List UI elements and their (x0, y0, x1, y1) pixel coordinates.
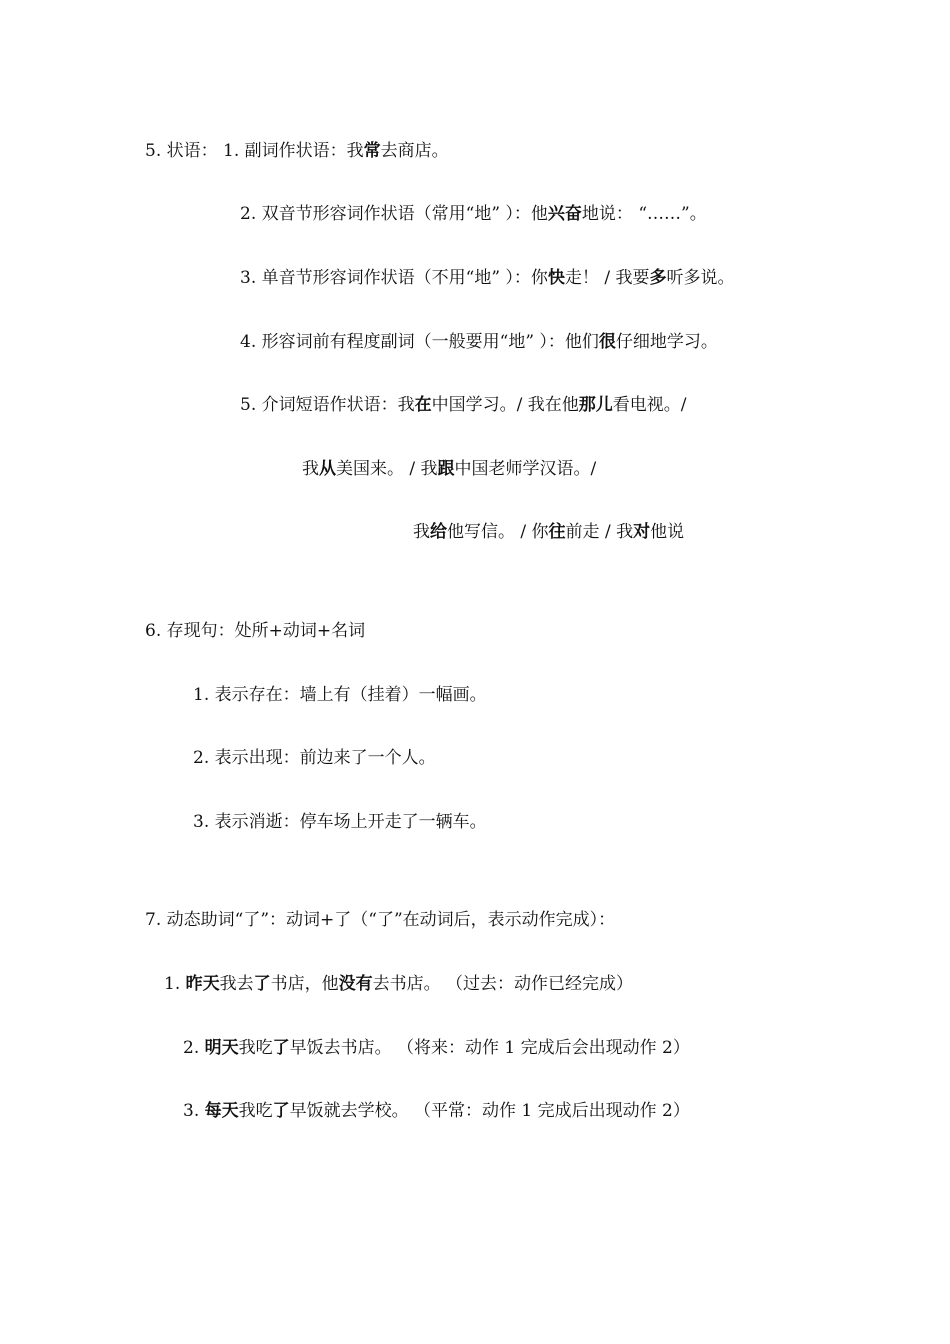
line-13 (164, 972, 633, 996)
text-segment: 他写信。 / 你 (447, 522, 549, 542)
bold-text: 往 (548, 522, 566, 542)
text-segment: 3. (183, 1101, 205, 1121)
line-10 (193, 746, 436, 770)
text-segment: 4. 形容词前有程度副词（一般要用“地” ）：他们 (240, 332, 599, 352)
bold-text: 从 (319, 459, 336, 479)
line-9 (193, 683, 487, 707)
text-segment: 早饭就去学校。 （平常：动作 1 完成后出现动作 2） (289, 1101, 690, 1121)
text-segment: 中国老师学汉语。/ (454, 459, 597, 479)
text-segment: 3. 单音节形容词作状语（不用“地” ）：你 (240, 268, 548, 288)
bold-text: 了 (253, 974, 271, 994)
text-segment: 5. 介词短语作状语：我 (240, 395, 415, 415)
text-segment: 2. (183, 1038, 205, 1058)
bold-text: 在 (414, 395, 432, 415)
line-1 (145, 139, 449, 163)
line-4 (240, 330, 718, 354)
text-segment: 前走 / 我 (565, 522, 634, 542)
line-11 (193, 810, 487, 834)
text-segment: 我 (302, 459, 319, 479)
text-segment: 1. 表示存在：墙上有（挂着）一幅画。 (193, 685, 487, 705)
bold-text: 多 (649, 268, 667, 288)
text-segment: 6. 存现句：处所+动词+名词 (145, 621, 366, 641)
line-2 (240, 202, 707, 226)
bold-text: 给 (430, 522, 447, 542)
line-3 (240, 266, 734, 290)
bold-text: 昨天 (185, 974, 220, 994)
text-segment: 我去 (219, 974, 254, 994)
line-12 (145, 908, 615, 932)
text-segment: 我吃 (238, 1101, 273, 1121)
line-5 (240, 393, 687, 417)
bold-text: 兴奋 (547, 204, 582, 224)
bold-text: 了 (272, 1038, 290, 1058)
text-segment: 2. 表示出现：前边来了一个人。 (193, 748, 436, 768)
bold-text: 那儿 (578, 395, 613, 415)
text-segment: 美国来。 / 我 (336, 459, 438, 479)
text-segment: 早饭去书店。 （将来：动作 1 完成后会出现动作 2） (289, 1038, 690, 1058)
bold-text: 明天 (204, 1038, 239, 1058)
text-segment: 书店，他 (270, 974, 339, 994)
text-segment: 1. (164, 974, 186, 994)
bold-text: 很 (598, 332, 616, 352)
text-segment: 我 (413, 522, 430, 542)
bold-text: 跟 (437, 459, 455, 479)
bold-text: 常 (363, 141, 381, 161)
bold-text: 没有 (338, 974, 373, 994)
bold-text: 每天 (204, 1101, 239, 1121)
text-segment: 我吃 (238, 1038, 273, 1058)
text-segment: 仔细地学习。 (615, 332, 718, 352)
text-segment: 走！ / 我要 (564, 268, 650, 288)
bold-text: 快 (547, 268, 565, 288)
bold-text: 对 (633, 522, 651, 542)
text-segment: 他说 (650, 522, 685, 542)
bold-text: 了 (272, 1101, 290, 1121)
text-segment: 听多说。 (666, 268, 735, 288)
text-segment: 中国学习。/ 我在他 (431, 395, 579, 415)
text-segment: 看电视。/ (612, 395, 687, 415)
text-segment: 去书店。 （过去：动作已经完成） (372, 974, 634, 994)
text-segment: 2. 双音节形容词作状语（常用“地” ）：他 (240, 204, 548, 224)
text-segment: 3. 表示消逝：停车场上开走了一辆车。 (193, 812, 487, 832)
line-14 (183, 1036, 690, 1060)
line-8 (145, 619, 365, 643)
line-6 (302, 457, 596, 481)
line-7 (413, 520, 684, 544)
text-segment: 地说： “……”。 (581, 204, 707, 224)
text-segment: 5. 状语： 1. 副词作状语：我 (145, 141, 364, 161)
line-15 (183, 1099, 690, 1123)
text-segment: 7. 动态助词“了”：动词+了（“了”在动词后，表示动作完成）： (145, 910, 616, 930)
text-segment: 去商店。 (380, 141, 449, 161)
